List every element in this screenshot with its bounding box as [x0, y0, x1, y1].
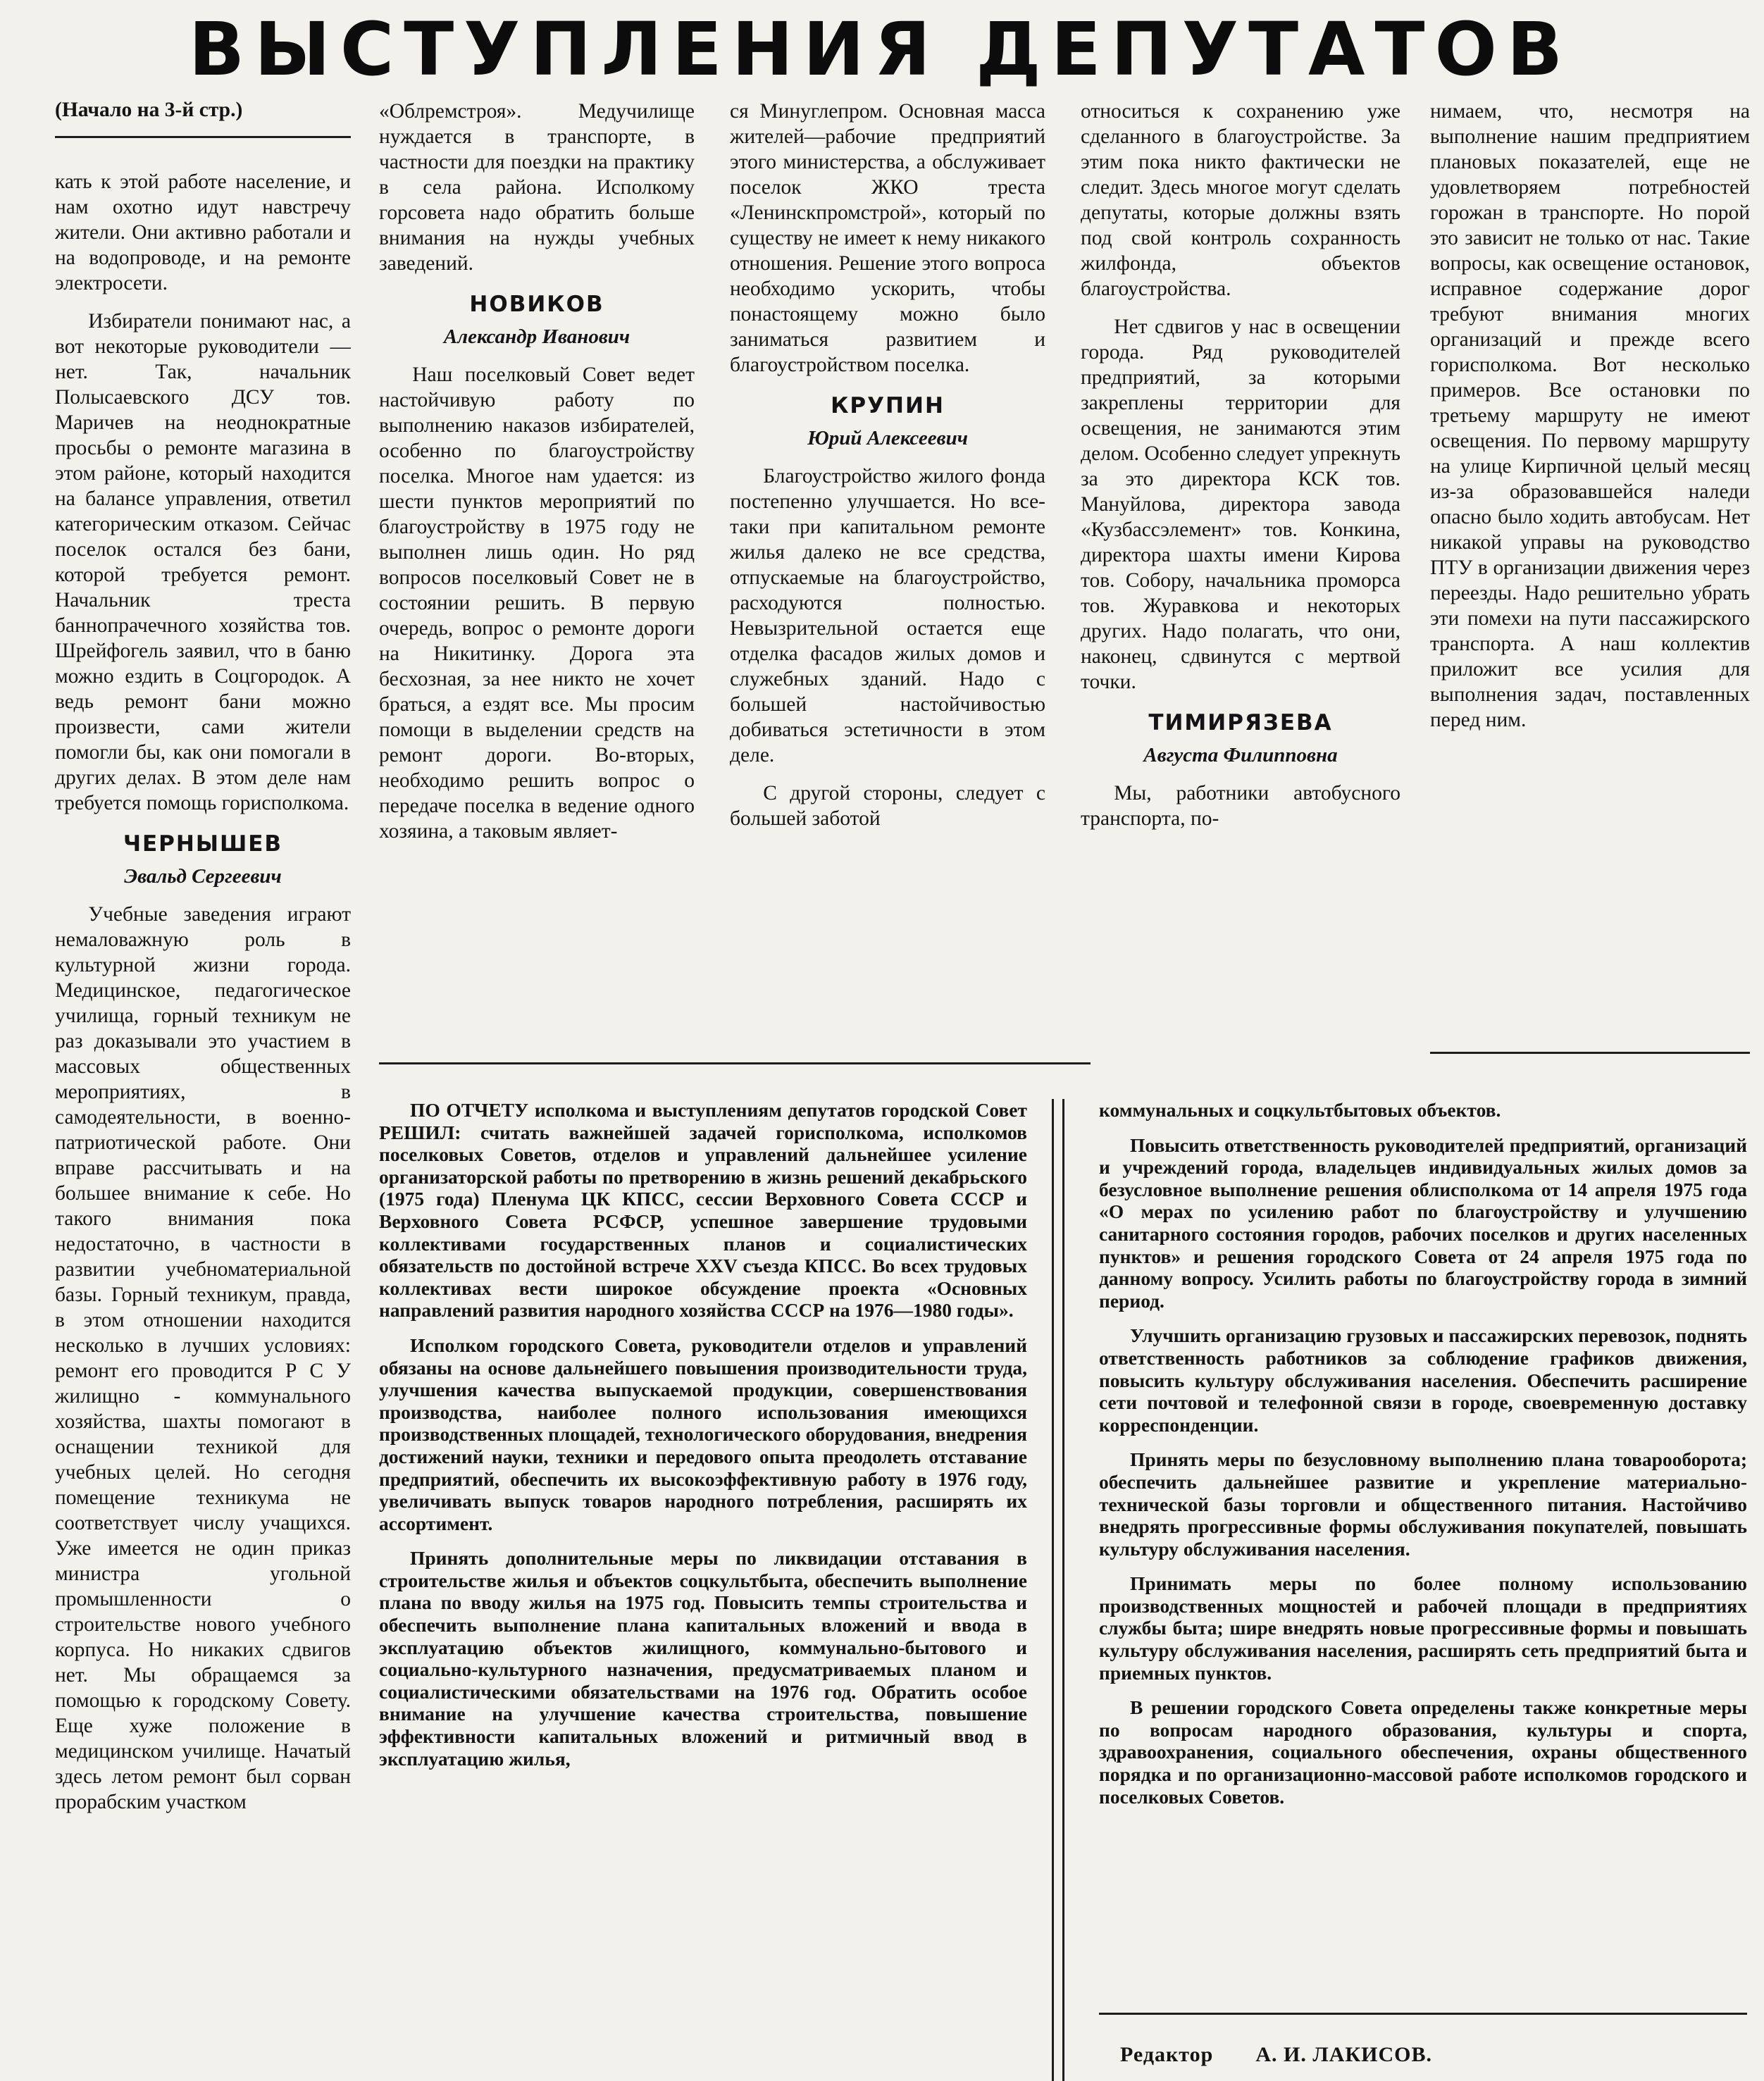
resolution-left — [379, 1099, 1027, 2081]
resolution-left-paragraph-2: Исполком городского Совета, руководители отделов и управлений обязаны на основе дальнейшего повышения производительности труда, улучшения качества выпускаемой продукции, совершенствования производства, наиболее полного использования имеющихся производственных площадей, технологического оборудования, внедрения достижений науки, техники и передового опыта преодолеть отставание предприятий, обеспечить их высокоэффективную работу в 1976 году, увеличивать выпуск товаров народного потребления, расширять их ассортимент. — [379, 1334, 1027, 1534]
col2-paragraph-2: Наш поселковый Совет ведет настойчивую работу по выполнению наказов избирателей, особенно по благоустройству поселка. Многое нам удается: из шести пунктов мероприятий по благоустройству в 1975 году не выполнен лишь один. Но ряд вопросов поселковый Совет не в состоянии решить. В первую очередь, вопрос о ремонте дороги на Никитинку. Дорога эта бесхозная, за нее никто не хочет браться, а ездят все. Мы просим помощи в выделении средств на ремонт дороги. Во-вторых, необходимо решить вопрос о передаче поселка в ведение одного хозяина, а таковым являет- — [379, 364, 695, 843]
speaker-surname-timiryazeva: ТИМИРЯЗЕВА — [1148, 710, 1333, 735]
resolution-right-paragraph-2: Повысить ответственность руководителей предприятий, организаций и учреждений города, владельцев индивидуальных жилых домов за безусловное выполнение решения облисполкома от 14 апреля 1975 года «О мерах по усилению работ по благоустройству и улучшению санитарного состояния городов, рабочих поселков и других населенных пунктов» и решения городского Совета от 24 апреля 1975 года по данному вопросу. Усилить работы по благоустройству города в зимний период. — [1099, 1133, 1747, 1312]
col3-paragraph-3: С другой стороны, следует с большей заботой — [730, 782, 1045, 830]
resolution-left-paragraph-1: ПО ОТЧЕТУ исполкома и выступлениям депутатов городской Совет РЕШИЛ: считать важнейшей задачей горисполкома, исполкомов поселковых Советов, отделов и управлений дальнейшее усиление организаторской работы по претворению в жизнь решений декабрьского (1975 года) Пленума ЦК КПСС, сессии Верховного Совета СССР и Верховного Совета РСФСР, успешное завершение трудовыми коллективами государственных планов и социалистических обязательств по достойной встрече XXV съезда КПСС. Во всех трудовых коллективах вести широкое обсуждение проекта «Основных направлений развития народного хозяйства СССР на 1976—1980 годы». — [379, 1099, 1027, 1322]
resolution-right-paragraph-1: коммунальных и соцкультбытовых объектов. — [1099, 1099, 1501, 1121]
article-column-1 — [55, 169, 351, 2081]
speaker-surname-chernyshev: ЧЕРНЫШЕВ — [123, 831, 283, 857]
article-column-5 — [1430, 99, 1750, 1043]
editor-name: А. И. ЛАКИСОВ. — [1255, 2043, 1432, 2066]
col5-paragraph-1: нимаем, что, несмотря на выполнение нашим предприятием плановых показателей, еще не удовлетворяем потребностей горожан в транспорте. Но порой это зависит не только от нас. Такие вопросы, как освещение остановок, исправное содержание дорог требуют внимания многих организаций и прежде всего горисполкома. Вот несколько примеров. Все остановки по третьему маршруту не имеют освещения. По первому маршруту на улице Кирпичной целый месяц из-за образовавшейся наледи опасно было ходить автобусам. Нет никакой управы на руководство ПТУ в организации движения через переезды. Надо решительно убрать эти помехи на пути пассажирского транспорта. А наш коллектив приложит все усилия для выполнения задач, поставленных перед ним. — [1430, 100, 1750, 731]
speaker-name-novikov: Александр Иванович — [443, 325, 631, 348]
resolution-right — [1099, 1099, 1747, 1965]
col1-paragraph-2: Избиратели понимают нас, а вот некоторые руководители — нет. Так, начальник Полысаевского ДСУ тов. Маричев на неоднократные просьбы о ремонте магазина в этом районе, который находится на балансе управления, ответил категорическим отказом. Сейчас поселок остался без бани, которой требуется ремонт. Начальник треста баннопрачечного хозяйства тов. Шрейфогель заявил, что в баню можно ездить в Соцгородок. А ведь ремонт бани можно произвести, сами жители помогли бы, как они помогали в других делах. В этом деле нам требуется помощь горисполкома. — [55, 310, 351, 814]
article-column-3 — [730, 99, 1045, 1043]
col4-paragraph-3: Мы, работники автобусного транспорта, по- — [1081, 782, 1400, 830]
resolution-divider-b — [1062, 1099, 1064, 2081]
col2-paragraph-1: «Облремстроя». Медучилище нуждается в транспорте, в частности для поездки на практику в села района. Исполкому горсовета надо обратить больше внимания на нужды учебных заведений. — [379, 100, 695, 275]
speaker-surname-novikov: НОВИКОВ — [469, 292, 604, 317]
speaker-name-chernyshev: Эвальд Сергеевич — [124, 865, 282, 888]
resolution-divider-a — [1052, 1099, 1054, 2081]
speaker-name-krupin: Юрий Алексеевич — [807, 427, 968, 449]
col4-paragraph-1: относиться к сохранению уже сделанного в благоустройстве. За этим пока никто фактически не следит. Здесь многое могут сделать депутаты, которые должны взять под свой контроль сохранность жилфонда, объектов благоустройства. — [1081, 100, 1400, 300]
resolution-right-paragraph-5: Принимать меры по более полному использованию производственных мощностей и рабочей площади в предприятиях службы быта; шире внедрять новые прогрессивные формы и повышать культуру обслуживания населения, расширять сеть предприятий быта и приемных пунктов. — [1099, 1572, 1747, 1684]
continued-rule — [55, 136, 351, 138]
resolution-right-paragraph-6: В решении городского Совета определены также конкретные меры по вопросам народного образования, культуры и спорта, здравоохранения, социального обеспечения, охраны общественного порядка и по организационно-массовой работе исполкомов городского и поселковых Советов. — [1099, 1696, 1747, 1808]
article-column-2 — [379, 99, 695, 1043]
col1-paragraph-3: Учебные заведения играют немаловажную роль в культурной жизни города. Медицинское, педагогическое училища, горный техникум не раз доказывали это участием в массовых общественных мероприятиях, в самодеятельности, в военно-патриотической работе. Они вправе рассчитывать и на большее внимание к себе. Но такого внимания пока недостаточно, в частности в развитии учебноматериальной базы. Горный техникум, правда, в этом отношении находится несколько в лучших условиях: ремонт его проводится Р С У жилищно - коммунального хозяйства, шахты помогают в оснащении техникой для учебных целей. Но сегодня помещение техникума не соответствует числу учащихся. Уже имеется не один приказ министра угольной промышленности о строительстве нового учебного корпуса. Но никаких сдвигов нет. Мы обращаемся за помощью к городскому Совету. Еще хуже положение в медицинском училище. Начатый здесь летом ремонт был сорван прорабским участком — [55, 903, 351, 1813]
resolution-right-paragraph-3: Улучшить организацию грузовых и пассажирских перевозок, поднять ответственность работников за соблюдение графиков движения, повысить культуру обслуживания населения. Обеспечить расширение сети почтовой и телефонной связи в городе, своевременную доставку корреспонденции. — [1099, 1324, 1747, 1436]
editor-line — [1120, 2043, 1432, 2067]
col3-paragraph-1: ся Минуглепром. Основная масса жителей—рабочие предприятий этого министерства, а обслуживает поселок ЖКО треста «Ленинскпромстрой», который по существу не имеет к нему никакого отношения. Решение этого вопроса необходимо ускорить, чтобы понастоящему можно было заниматься развитием и благоустройством поселка. — [730, 100, 1045, 376]
page-headline: ВЫСТУПЛЕНИЯ ДЕПУТАТОВ — [188, 6, 1573, 92]
resolution-top-rule — [379, 1062, 1091, 1064]
article-column-4 — [1081, 99, 1400, 1043]
col4-paragraph-2: Нет сдвигов у нас в освещении города. Ряд руководителей предприятий, за которыми закреплены территории для освещения, не занимаются этим делом. Особенно следует упрекнуть за это директора КСК тов. Мануйлова, директора завода «Кузбассэлемент» тов. Конкина, директора шахты имени Кирова тов. Собору, начальника проморса тов. Журавкова и некоторых других. Надо полагать, что они, наконец, сдвинутся с мертвой точки. — [1081, 316, 1400, 693]
col3-paragraph-2: Благоустройство жилого фонда постепенно улучшается. Но все-таки при капитальном ремонте жилья далеко не все средства, отпускаемые на благоустройство, расходуются полностью. Невызрительной остается еще отделка фасадов жилых домов и служебных зданий. Надо с большей настойчивостью добиваться эстетичности в этом деле. — [730, 465, 1045, 766]
col5-end-rule — [1430, 1052, 1750, 1054]
col1-paragraph-1: кать к этой работе население, и нам охотно идут навстречу жители. Они активно работали и на водопроводе, и на ремонте электросети. — [55, 170, 351, 294]
editor-label: Редактор — [1120, 2043, 1214, 2066]
editor-rule — [1099, 2013, 1747, 2015]
continued-note: (Начало на 3-й стр.) — [55, 99, 243, 121]
resolution-right-paragraph-4: Принять меры по безусловному выполнению плана товарооборота; обеспечить дальнейшее развитие и укрепление материально-технической базы торговли и общественного питания. Настойчиво внедрять прогрессивные формы обслуживания покупателей, повышать культуру обслуживания населения. — [1099, 1448, 1747, 1560]
resolution-left-paragraph-3: Принять дополнительные меры по ликвидации отставания в строительстве жилья и объектов соцкультбыта, обеспечить выполнение плана по вводу жилья на 1975 год. Повысить темпы строительства и обеспечить выполнение плана капитальных вложений и ввода в эксплуатацию объектов жилищного, коммунально-бытового и социально-культурного назначения, предусматриваемых планом и социалистическими обязательствами на 1976 год. Обратить особое внимание на улучшение качества строительства, повышение эффективности капитальных вложений и ритмичный ввод в эксплуатацию жилья, — [379, 1547, 1027, 1770]
speaker-surname-krupin: КРУПИН — [831, 393, 945, 418]
speaker-name-timiryazeva: Августа Филипповна — [1143, 744, 1338, 766]
